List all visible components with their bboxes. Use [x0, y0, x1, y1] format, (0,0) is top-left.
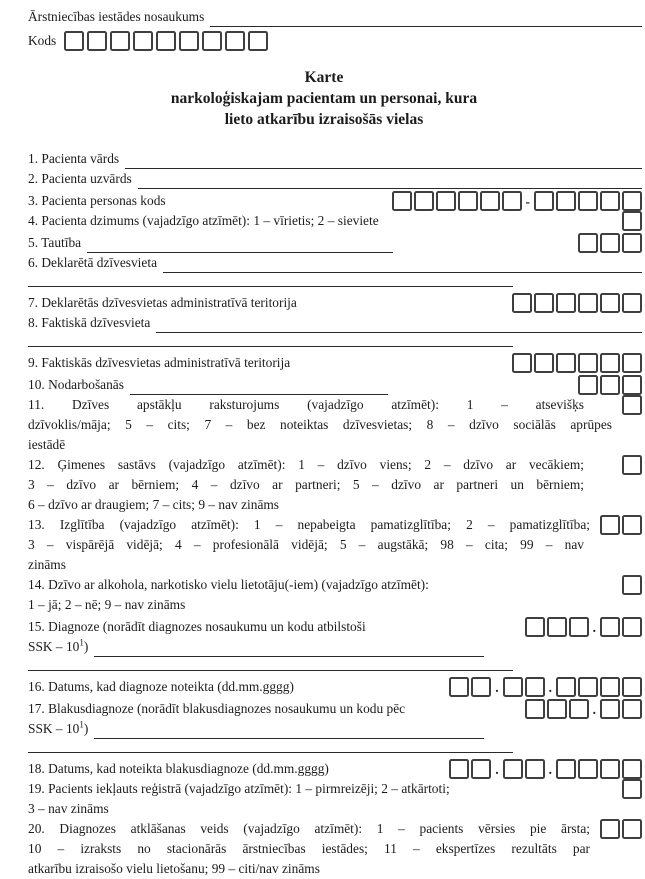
field-13-line-3: zināms [28, 557, 66, 572]
field-15-ssk-row [28, 637, 642, 657]
field-14-item [28, 575, 642, 615]
checkbox[interactable] [556, 353, 576, 373]
field-15-label: 15. Diagnoze (norādīt diagnozes nosaukumu un kodu atbilstoši [28, 619, 366, 634]
field-10-boxes [578, 375, 642, 395]
field-8-continuation-line[interactable] [28, 333, 513, 347]
field-17-boxes [525, 699, 642, 719]
checkbox[interactable] [622, 395, 642, 415]
checkbox[interactable] [512, 353, 532, 373]
checkbox[interactable] [622, 699, 642, 719]
field-17-ssk-row [28, 719, 642, 739]
field-12-boxes [622, 455, 642, 475]
field-8-row [28, 313, 642, 333]
field-5-input-line[interactable] [87, 237, 393, 253]
field-11-line-2: dzīvoklis/māja; 5 – cits; 7 – bez noteiktas dzīvesvietas; 8 – dzīvo sociālās aprūpes [28, 417, 612, 432]
field-19-line-1: 19. Pacients iekļauts reģistrā (vajadzīgo atzīmēt): 1 – pirmreizēji; 2 – atkārtoti; [28, 781, 450, 796]
field-14-line-2: 1 – jā; 2 – nē; 9 – nav zināms [28, 597, 186, 612]
checkbox[interactable] [622, 515, 642, 535]
field-4-row [28, 211, 642, 231]
field-20-line-2: 10 – izraksts no stacionārās ārstniecības iestādes; 11 – ekspertīzes rezultāts par [28, 841, 590, 856]
field-12-line-3: 6 – dzīvo ar draugiem; 7 – cits; 9 – nav zināms [28, 497, 280, 512]
checkbox[interactable] [179, 31, 199, 51]
institution-name-input-line[interactable] [210, 11, 642, 27]
ssk-footnote-superscript: 1 [79, 719, 84, 730]
form-title-line-3: lieto atkarību izraisošās vielas [224, 111, 424, 128]
code-boxes [64, 31, 268, 51]
field-12-line-2: 3 – dzīvo ar bērniem; 4 – dzīvo ar partneri; 5 – dzīvo ar partneri un bērniem; [28, 477, 584, 492]
checkbox[interactable] [248, 31, 268, 51]
field-11-line-1: 11. Dzīves apstākļu raksturojums (vajadzīgo atzīmēt): 1 – atsevišķs [28, 397, 584, 412]
field-7-label: 7. Deklarētās dzīvesvietas administratīvā teritorija [28, 295, 297, 310]
checkbox[interactable] [578, 191, 598, 211]
box-group-separator: . [495, 762, 499, 777]
code-label: Kods [28, 33, 57, 48]
field-13-line-1: 13. Izglītība (vajadzīgo atzīmēt): 1 – nepabeigta pamatizglītība; 2 – pamatizglītība; [28, 517, 590, 532]
field-3-label: 3. Pacienta personas kods [28, 193, 166, 208]
checkbox[interactable] [578, 233, 598, 253]
field-9-boxes [512, 353, 642, 373]
field-20-line-1: 20. Diagnozes atklāšanas veids (vajadzīgo atzīmēt): 1 – pacients vērsies pie ārsta; [28, 821, 590, 836]
checkbox[interactable] [449, 759, 469, 779]
form-title-line-2: narkoloģiskajam pacientam un personai, kura [170, 90, 478, 107]
box-group-separator: . [495, 680, 499, 695]
field-7-row [28, 291, 642, 313]
field-6-row [28, 253, 642, 273]
checkbox[interactable] [622, 759, 642, 779]
checkbox[interactable] [622, 455, 642, 475]
box-group-separator: . [592, 702, 596, 717]
checkbox[interactable] [556, 759, 576, 779]
checkbox[interactable] [392, 191, 412, 211]
checkbox[interactable] [525, 699, 545, 719]
field-9-row [28, 351, 642, 373]
field-4-boxes [622, 211, 642, 231]
field-1-label: 1. Pacienta vārds [28, 151, 120, 166]
checkbox[interactable] [578, 293, 598, 313]
field-16-row [28, 675, 642, 697]
checkbox[interactable] [534, 293, 554, 313]
field-13-item [28, 515, 642, 575]
field-17-continuation-line[interactable] [28, 739, 513, 753]
checkbox[interactable] [600, 617, 620, 637]
field-2-row [28, 169, 642, 189]
checkbox[interactable] [600, 759, 620, 779]
checkbox[interactable] [600, 699, 620, 719]
field-5-label: 5. Tautība [28, 235, 82, 250]
box-group-separator: . [592, 620, 596, 635]
field-6-label: 6. Deklarētā dzīvesvieta [28, 255, 158, 270]
field-15-ssk-label: SSK – $10^1$) [28, 637, 89, 654]
checkbox[interactable] [556, 191, 576, 211]
checkbox[interactable] [600, 233, 620, 253]
checkbox[interactable] [569, 617, 589, 637]
field-8-label: 8. Faktiskā dzīvesvieta [28, 315, 151, 330]
checkbox[interactable] [622, 819, 642, 839]
field-2-label: 2. Pacienta uzvārds [28, 171, 132, 186]
field-16-label: 16. Datums, kad diagnoze noteikta (dd.mm.gggg) [28, 679, 294, 694]
code-row [28, 28, 642, 51]
field-1-input-line[interactable] [125, 153, 642, 169]
field-6-input-line[interactable] [163, 257, 642, 273]
field-5-row [28, 231, 642, 253]
checkbox[interactable] [525, 617, 545, 637]
checkbox[interactable] [622, 779, 642, 799]
checkbox[interactable] [449, 677, 469, 697]
checkbox[interactable] [578, 353, 598, 373]
field-10-label: 10. Nodarbošanās [28, 377, 124, 392]
field-7-boxes [512, 293, 642, 313]
checkbox[interactable] [600, 677, 620, 697]
checkbox[interactable] [64, 31, 84, 51]
form-title-line-1: Karte [304, 69, 344, 86]
field-20-item [28, 819, 642, 879]
checkbox[interactable] [503, 759, 523, 779]
checkbox[interactable] [600, 819, 620, 839]
checkbox[interactable] [534, 353, 554, 373]
field-18-date-boxes [449, 759, 642, 779]
field-15-boxes [525, 617, 642, 637]
checkbox[interactable] [225, 31, 245, 51]
field-12-line-1: 12. Ģimenes sastāvs (vajadzīgo atzīmēt): 1 – dzīvo viens; 2 – dzīvo ar vecākiem; [28, 457, 584, 472]
checkbox[interactable] [547, 617, 567, 637]
field-3-row [28, 189, 642, 211]
field-19-item [28, 779, 642, 819]
checkbox[interactable] [600, 293, 620, 313]
field-1-row [28, 149, 642, 169]
field-17-row [28, 697, 642, 719]
field-15-continuation-line[interactable] [28, 657, 513, 671]
checkbox[interactable] [436, 191, 456, 211]
checkbox[interactable] [471, 677, 491, 697]
checkbox[interactable] [622, 375, 642, 395]
field-6-continuation-line[interactable] [28, 273, 513, 287]
checkbox[interactable] [600, 515, 620, 535]
checkbox[interactable] [525, 677, 545, 697]
field-16-date-boxes [449, 677, 642, 697]
field-11-item [28, 395, 642, 455]
checkbox[interactable] [622, 353, 642, 373]
checkbox[interactable] [578, 375, 598, 395]
field-10-input-line[interactable] [130, 379, 388, 395]
field-20-boxes [600, 819, 642, 839]
checkbox[interactable] [502, 191, 522, 211]
ssk-footnote-superscript: 1 [79, 637, 84, 648]
field-8-input-line[interactable] [156, 317, 642, 333]
field-18-row [28, 757, 642, 779]
checkbox[interactable] [578, 759, 598, 779]
field-9-label: 9. Faktiskās dzīvesvietas administratīvā teritorija [28, 355, 291, 370]
checkbox[interactable] [578, 677, 598, 697]
field-12-item [28, 455, 642, 515]
checkbox[interactable] [600, 353, 620, 373]
institution-name-label: Ārstniecības iestādes nosaukums [28, 9, 205, 24]
checkbox[interactable] [458, 191, 478, 211]
field-2-input-line[interactable] [138, 173, 642, 189]
field-14-line-1: 14. Dzīvo ar alkohola, narkotisko vielu lietotāju(-iem) (vajadzīgo atzīmēt): [28, 577, 429, 592]
field-17-ssk-label: SSK – $10^1$) [28, 719, 89, 736]
checkbox[interactable] [414, 191, 434, 211]
checkbox[interactable] [622, 677, 642, 697]
checkbox[interactable] [600, 375, 620, 395]
checkbox[interactable] [534, 191, 554, 211]
field-19-boxes [622, 779, 642, 799]
checkbox[interactable] [480, 191, 500, 211]
field-4-label: 4. Pacienta dzimums (vajadzīgo atzīmēt): 1 – vīrietis; 2 – sieviete [28, 213, 379, 228]
checkbox[interactable] [556, 293, 576, 313]
field-13-boxes [600, 515, 642, 535]
checkbox[interactable] [622, 617, 642, 637]
checkbox[interactable] [133, 31, 153, 51]
field-20-line-3: atkarību izraisošo vielu lietošanu; 99 – citi/nav zināms [28, 861, 320, 876]
checkbox[interactable] [512, 293, 532, 313]
checkbox[interactable] [622, 233, 642, 253]
checkbox[interactable] [622, 191, 642, 211]
form-title [28, 67, 620, 130]
checkbox[interactable] [110, 31, 130, 51]
institution-name-row [28, 7, 642, 27]
field-15-input-line[interactable] [94, 641, 484, 657]
field-10-row [28, 373, 642, 395]
box-group-separator: . [548, 762, 552, 777]
field-15-row [28, 615, 642, 637]
checkbox[interactable] [87, 31, 107, 51]
field-11-boxes [622, 395, 642, 415]
checkbox[interactable] [600, 191, 620, 211]
checkbox[interactable] [525, 759, 545, 779]
field-17-label: 17. Blakusdiagnoze (norādīt blakusdiagnozes nosaukumu un kodu pēc [28, 701, 406, 716]
checkbox[interactable] [622, 575, 642, 595]
field-11-line-3: iestādē [28, 437, 66, 452]
checkbox[interactable] [503, 677, 523, 697]
checkbox[interactable] [471, 759, 491, 779]
field-3-boxes [392, 191, 642, 211]
checkbox[interactable] [547, 699, 567, 719]
field-5-boxes [578, 233, 642, 253]
checkbox[interactable] [622, 211, 642, 231]
field-19-line-2: 3 – nav zināms [28, 801, 109, 816]
field-14-boxes [622, 575, 642, 595]
field-18-label: 18. Datums, kad noteikta blakusdiagnoze (dd.mm.gggg) [28, 761, 329, 776]
checkbox[interactable] [569, 699, 589, 719]
field-13-line-2: 3 – vispārējā vidējā; 4 – profesionālā vidējā; 5 – augstākā; 98 – cita; 99 – nav [28, 537, 584, 552]
checkbox[interactable] [202, 31, 222, 51]
box-group-separator: . [548, 680, 552, 695]
checkbox[interactable] [622, 293, 642, 313]
checkbox[interactable] [556, 677, 576, 697]
box-group-separator: - [525, 194, 530, 209]
checkbox[interactable] [156, 31, 176, 51]
field-17-input-line[interactable] [94, 723, 484, 739]
